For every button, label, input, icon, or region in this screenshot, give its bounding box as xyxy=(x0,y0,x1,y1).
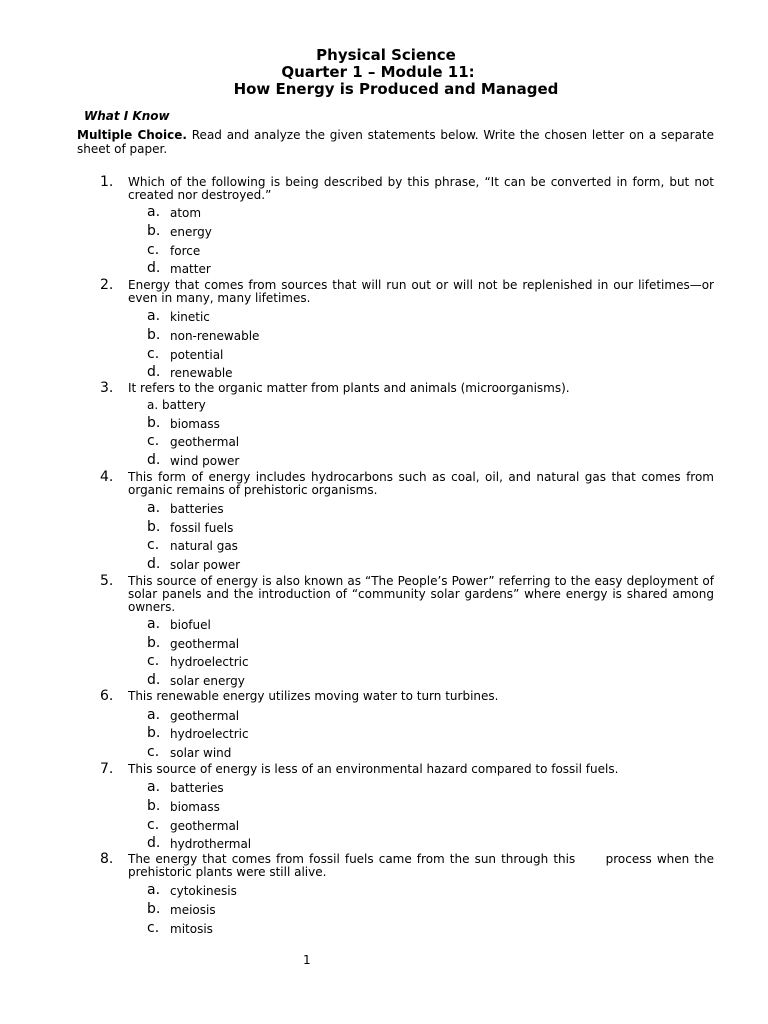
option-letter: b. xyxy=(147,327,161,343)
option-letter: b. xyxy=(147,223,161,239)
option-text: geothermal xyxy=(170,637,240,651)
module-title: Quarter 1 – Module 11: xyxy=(281,63,475,81)
option-letter: a. xyxy=(147,616,161,632)
option-text: non-renewable xyxy=(170,329,260,343)
question-number: 8. xyxy=(100,851,114,867)
question-number: 1. xyxy=(100,174,114,190)
question-text: This source of energy is less of an environmental hazard compared to fossil fuels. xyxy=(128,762,619,776)
option-text: meiosis xyxy=(170,903,216,917)
option-text: wind power xyxy=(170,454,240,468)
option-letter: a. xyxy=(147,204,161,220)
subject-title: Physical Science xyxy=(316,46,456,64)
option-text: hydroelectric xyxy=(170,727,249,741)
option-letter: d. xyxy=(147,835,161,851)
option-letter: a. xyxy=(147,779,161,795)
option-letter: a. xyxy=(147,500,161,516)
question-text: Which of the following is being described by this phrase, “It can be converted in form, but not created nor destroyed.” xyxy=(128,175,714,203)
option-letter: a. xyxy=(147,707,161,723)
option-text: geothermal xyxy=(170,819,240,833)
option-text: biofuel xyxy=(170,618,211,632)
option-text: batteries xyxy=(170,502,224,516)
question-number: 4. xyxy=(100,469,114,485)
option-letter: d. xyxy=(147,556,161,572)
option-letter: a. xyxy=(147,308,161,324)
option-letter: b. xyxy=(147,901,161,917)
option-letter: c. xyxy=(147,653,160,669)
option-text: cytokinesis xyxy=(170,884,237,898)
question-text: Energy that comes from sources that will run out or will not be replenished in our lifetimes—or even in many, many lifetimes. xyxy=(128,278,714,306)
option-letter: c. xyxy=(147,920,160,936)
option-text: batteries xyxy=(170,781,224,795)
option-letter: b. xyxy=(147,415,161,431)
option-text: biomass xyxy=(170,417,220,431)
instructions xyxy=(77,129,714,156)
option-letter: c. xyxy=(147,537,160,553)
option-text: solar energy xyxy=(170,674,245,688)
question-number: 7. xyxy=(100,761,114,777)
option-letter: d. xyxy=(147,364,161,380)
option-letter: d. xyxy=(147,260,161,276)
question-text: This source of energy is also known as “The People’s Power” referring to the easy deployment of solar panels and the introduction of “community solar gardens” where energy is shared among owners. xyxy=(128,574,714,615)
question-text: It refers to the organic matter from plants and animals (microorganisms). xyxy=(128,381,570,395)
option-letter: b. xyxy=(147,798,161,814)
instructions-label: Multiple Choice. xyxy=(77,128,187,142)
option-text: potential xyxy=(170,348,224,362)
option-letter: a. xyxy=(147,882,161,898)
option-letter: b. xyxy=(147,725,161,741)
topic-title: How Energy is Produced and Managed xyxy=(233,80,559,98)
option-letter: b. xyxy=(147,635,161,651)
option-text: mitosis xyxy=(170,922,213,936)
option-plain: a. battery xyxy=(147,398,206,412)
option-text: geothermal xyxy=(170,435,240,449)
page-number: 1 xyxy=(303,953,311,967)
option-letter: c. xyxy=(147,744,160,760)
option-letter: b. xyxy=(147,519,161,535)
option-text: force xyxy=(170,244,201,258)
question-number: 2. xyxy=(100,277,114,293)
option-text: hydroelectric xyxy=(170,655,249,669)
question-text: This renewable energy utilizes moving water to turn turbines. xyxy=(128,689,499,703)
option-letter: d. xyxy=(147,452,161,468)
option-letter: c. xyxy=(147,346,160,362)
option-text: atom xyxy=(170,206,202,220)
option-letter: c. xyxy=(147,817,160,833)
instructions-text: Read and analyze the given statements below. Write the chosen letter on a separate sheet of paper. xyxy=(77,128,715,156)
question-number: 5. xyxy=(100,573,114,589)
option-letter: c. xyxy=(147,242,160,258)
option-text: energy xyxy=(170,225,212,239)
option-text: biomass xyxy=(170,800,220,814)
option-letter: d. xyxy=(147,672,161,688)
option-text: kinetic xyxy=(170,310,210,324)
section-heading: What I Know xyxy=(84,109,170,123)
option-text: fossil fuels xyxy=(170,521,234,535)
question-number: 6. xyxy=(100,688,114,704)
option-letter: c. xyxy=(147,433,160,449)
question-number: 3. xyxy=(100,380,114,396)
question-text: The energy that comes from fossil fuels came from the sun through this process when the prehistoric plants were still alive. xyxy=(128,852,718,880)
option-text: renewable xyxy=(170,366,233,380)
option-text: solar wind xyxy=(170,746,232,760)
option-text: hydrothermal xyxy=(170,837,252,851)
option-text: geothermal xyxy=(170,709,240,723)
question-text: This form of energy includes hydrocarbons such as coal, oil, and natural gas that comes from organic remains of prehistoric organisms. xyxy=(128,470,714,498)
option-text: solar power xyxy=(170,558,241,572)
option-text: matter xyxy=(170,262,211,276)
option-text: natural gas xyxy=(170,539,238,553)
